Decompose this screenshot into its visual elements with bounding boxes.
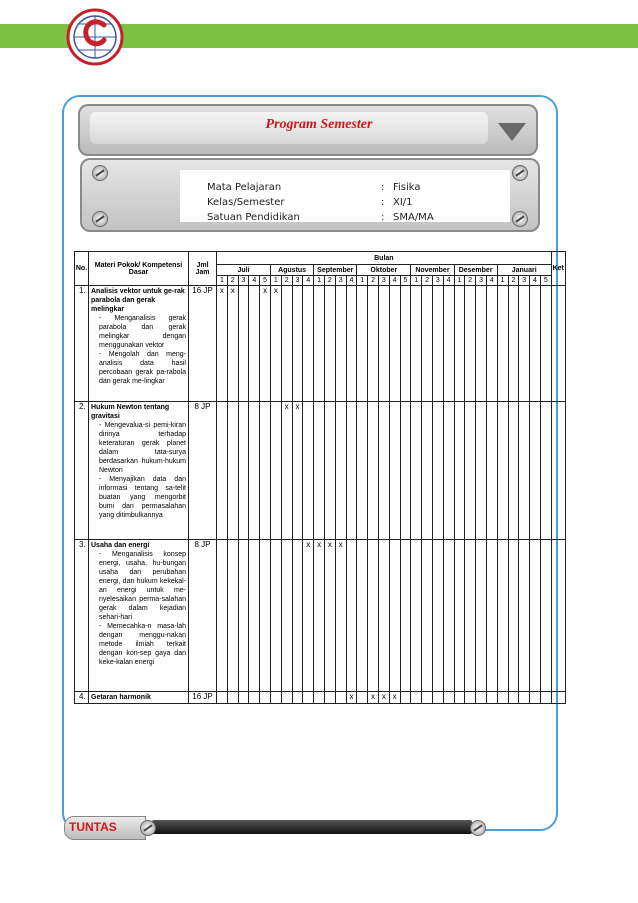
week-number: 1 bbox=[314, 276, 325, 286]
week-cell bbox=[292, 540, 303, 692]
week-number: 2 bbox=[508, 276, 519, 286]
row-materi bbox=[89, 402, 189, 540]
week-cell bbox=[400, 540, 411, 692]
week-cell bbox=[346, 540, 357, 692]
week-number: 4 bbox=[249, 276, 260, 286]
week-cell bbox=[422, 692, 433, 704]
week-cell bbox=[314, 402, 325, 540]
week-cell bbox=[303, 402, 314, 540]
week-cell bbox=[519, 692, 530, 704]
week-cell bbox=[530, 540, 541, 692]
info-label: Kelas/Semester bbox=[207, 197, 285, 208]
info-colon: : bbox=[381, 212, 385, 223]
week-number: 4 bbox=[486, 276, 497, 286]
week-cell bbox=[476, 402, 487, 540]
week-cell bbox=[389, 286, 400, 402]
week-cell bbox=[508, 402, 519, 540]
week-cell bbox=[303, 286, 314, 402]
week-cell bbox=[454, 402, 465, 540]
week-number: 1 bbox=[217, 276, 228, 286]
week-cell bbox=[486, 402, 497, 540]
row-jumlah-jam: 16 JP bbox=[189, 692, 217, 704]
week-number: 1 bbox=[454, 276, 465, 286]
month-header: November bbox=[411, 265, 454, 276]
week-cell bbox=[497, 286, 508, 402]
week-cell bbox=[497, 540, 508, 692]
week-cell bbox=[270, 402, 281, 540]
materi-title: Usaha dan energi bbox=[91, 542, 150, 549]
table-row bbox=[75, 540, 566, 692]
table-row bbox=[75, 286, 566, 402]
screw-icon bbox=[92, 211, 108, 227]
month-header: Desember bbox=[454, 265, 497, 276]
week-number: 1 bbox=[411, 276, 422, 286]
week-cell bbox=[357, 692, 368, 704]
row-ket bbox=[551, 692, 565, 704]
week-cell bbox=[432, 286, 443, 402]
header-bulan: Bulan bbox=[217, 252, 552, 265]
week-cell bbox=[238, 540, 249, 692]
week-cell bbox=[454, 540, 465, 692]
week-cell: x bbox=[378, 692, 389, 704]
week-cell bbox=[422, 286, 433, 402]
materi-title: Getaran harmonik bbox=[91, 694, 151, 701]
week-cell bbox=[270, 540, 281, 692]
week-cell bbox=[519, 402, 530, 540]
week-cell bbox=[465, 540, 476, 692]
week-cell bbox=[227, 402, 238, 540]
week-cell bbox=[314, 692, 325, 704]
week-number: 3 bbox=[238, 276, 249, 286]
month-header: Agustus bbox=[270, 265, 313, 276]
week-cell: x bbox=[368, 692, 379, 704]
screw-icon bbox=[512, 165, 528, 181]
week-cell bbox=[281, 540, 292, 692]
week-cell bbox=[249, 286, 260, 402]
week-cell bbox=[368, 286, 379, 402]
week-cell: x bbox=[292, 402, 303, 540]
week-cell bbox=[411, 402, 422, 540]
row-jumlah-jam: 8 JP bbox=[189, 402, 217, 540]
week-cell bbox=[292, 692, 303, 704]
header-materi: Materi Pokok/ Kompetensi Dasar bbox=[89, 252, 189, 286]
schedule-table bbox=[74, 251, 566, 704]
week-cell bbox=[270, 692, 281, 704]
week-cell bbox=[249, 540, 260, 692]
screw-icon bbox=[92, 165, 108, 181]
page-title: Program Semester bbox=[265, 117, 373, 132]
week-cell bbox=[454, 692, 465, 704]
week-cell bbox=[530, 402, 541, 540]
week-cell: x bbox=[303, 540, 314, 692]
week-cell bbox=[324, 402, 335, 540]
week-cell bbox=[400, 402, 411, 540]
week-number: 4 bbox=[530, 276, 541, 286]
week-cell bbox=[260, 540, 271, 692]
week-cell bbox=[238, 692, 249, 704]
week-number: 4 bbox=[443, 276, 454, 286]
row-materi bbox=[89, 540, 189, 692]
week-cell bbox=[530, 286, 541, 402]
week-number: 4 bbox=[303, 276, 314, 286]
week-cell bbox=[227, 540, 238, 692]
week-cell: x bbox=[389, 692, 400, 704]
week-cell bbox=[432, 540, 443, 692]
row-ket bbox=[551, 402, 565, 540]
week-cell bbox=[217, 402, 228, 540]
week-number: 4 bbox=[389, 276, 400, 286]
week-cell bbox=[519, 286, 530, 402]
row-ket bbox=[551, 286, 565, 402]
week-number: 3 bbox=[335, 276, 346, 286]
week-cell bbox=[335, 692, 346, 704]
week-number: 3 bbox=[378, 276, 389, 286]
week-cell bbox=[378, 402, 389, 540]
week-number: 2 bbox=[281, 276, 292, 286]
week-cell: x bbox=[346, 692, 357, 704]
week-cell bbox=[432, 402, 443, 540]
week-cell bbox=[260, 402, 271, 540]
week-cell bbox=[324, 692, 335, 704]
week-cell bbox=[260, 692, 271, 704]
info-mata-pelajaran bbox=[207, 182, 421, 193]
week-cell bbox=[540, 692, 551, 704]
materi-title: Hukum Newton tentang gravitasi bbox=[91, 404, 170, 420]
triangle-down-icon bbox=[498, 123, 526, 141]
month-header: September bbox=[314, 265, 357, 276]
week-number: 2 bbox=[422, 276, 433, 286]
week-cell bbox=[497, 692, 508, 704]
week-number: 2 bbox=[324, 276, 335, 286]
week-cell: x bbox=[217, 286, 228, 402]
week-number: 2 bbox=[227, 276, 238, 286]
week-number: 1 bbox=[497, 276, 508, 286]
header-ket: Ket bbox=[551, 252, 565, 286]
screw-icon bbox=[470, 820, 486, 836]
week-cell bbox=[411, 286, 422, 402]
screw-icon bbox=[512, 211, 528, 227]
week-cell bbox=[443, 286, 454, 402]
week-cell bbox=[508, 540, 519, 692]
week-cell bbox=[368, 540, 379, 692]
row-number: 2. bbox=[75, 402, 89, 540]
row-number: 1. bbox=[75, 286, 89, 402]
info-value: XI/1 bbox=[393, 197, 413, 208]
week-cell bbox=[357, 540, 368, 692]
week-number: 1 bbox=[357, 276, 368, 286]
week-cell bbox=[432, 692, 443, 704]
week-cell bbox=[357, 286, 368, 402]
info-kelas-semester bbox=[207, 197, 413, 208]
status-badge bbox=[64, 816, 146, 840]
week-cell bbox=[217, 540, 228, 692]
week-cell bbox=[400, 286, 411, 402]
info-label: Satuan Pendidikan bbox=[207, 212, 300, 223]
row-jumlah-jam: 16 JP bbox=[189, 286, 217, 402]
week-cell bbox=[238, 402, 249, 540]
row-number: 4. bbox=[75, 692, 89, 704]
week-cell bbox=[238, 286, 249, 402]
week-cell bbox=[324, 286, 335, 402]
week-cell bbox=[303, 692, 314, 704]
week-number: 3 bbox=[292, 276, 303, 286]
week-cell bbox=[476, 286, 487, 402]
materi-title: Analisis vektor untuk ge-rak parabola dan gerak melingkar bbox=[91, 288, 185, 313]
month-header: Januari bbox=[497, 265, 551, 276]
week-cell bbox=[314, 286, 325, 402]
week-number: 3 bbox=[519, 276, 530, 286]
week-cell: x bbox=[281, 402, 292, 540]
week-cell bbox=[335, 286, 346, 402]
week-cell bbox=[400, 692, 411, 704]
week-cell bbox=[497, 402, 508, 540]
week-cell bbox=[443, 692, 454, 704]
week-number: 4 bbox=[346, 276, 357, 286]
week-cell bbox=[249, 402, 260, 540]
week-cell bbox=[217, 692, 228, 704]
month-header: Juli bbox=[217, 265, 271, 276]
week-cell bbox=[292, 286, 303, 402]
week-cell bbox=[519, 540, 530, 692]
week-number: 5 bbox=[400, 276, 411, 286]
info-colon: : bbox=[381, 182, 385, 193]
row-jumlah-jam: 8 JP bbox=[189, 540, 217, 692]
table-row bbox=[75, 402, 566, 540]
week-cell: x bbox=[335, 540, 346, 692]
info-value: Fisika bbox=[393, 182, 421, 193]
info-label: Mata Pelajaran bbox=[207, 182, 282, 193]
week-number: 2 bbox=[465, 276, 476, 286]
week-cell bbox=[508, 692, 519, 704]
week-cell bbox=[465, 402, 476, 540]
info-value: SMA/MA bbox=[393, 212, 434, 223]
week-cell bbox=[476, 540, 487, 692]
week-cell bbox=[530, 692, 541, 704]
week-cell bbox=[454, 286, 465, 402]
week-cell bbox=[368, 402, 379, 540]
week-cell: x bbox=[324, 540, 335, 692]
week-cell bbox=[422, 402, 433, 540]
month-header: Oktober bbox=[357, 265, 411, 276]
week-cell bbox=[411, 540, 422, 692]
week-cell bbox=[465, 692, 476, 704]
week-cell bbox=[422, 540, 433, 692]
week-cell bbox=[411, 692, 422, 704]
week-cell bbox=[443, 402, 454, 540]
week-cell bbox=[540, 402, 551, 540]
week-cell bbox=[540, 286, 551, 402]
week-cell bbox=[476, 692, 487, 704]
week-cell bbox=[443, 540, 454, 692]
screw-icon bbox=[140, 820, 156, 836]
week-number: 1 bbox=[270, 276, 281, 286]
week-cell bbox=[335, 402, 346, 540]
materi-item: - Menganalisis konsep energi, usaha, hu-bungan usaha dan perubahan energi, dan hukum kekekal-an energi untuk me-nyelesaikan perma-salahan gerak dalam kejadian sehari-hari bbox=[99, 551, 186, 621]
info-panel bbox=[80, 158, 540, 232]
materi-item: - Menganalisis gerak parabola dan gerak melingkar dengan menggunakan vektor bbox=[99, 315, 186, 349]
week-number: 5 bbox=[540, 276, 551, 286]
week-number: 2 bbox=[368, 276, 379, 286]
week-cell bbox=[486, 692, 497, 704]
materi-item: - Menyajikan data dan informasi tentang sa-telit buatan yang mengorbit bumi dan permasalahan yang ditimbulkannya bbox=[99, 476, 186, 519]
header-jml-jam: Jml Jam bbox=[189, 252, 217, 286]
row-materi bbox=[89, 692, 189, 704]
week-cell bbox=[346, 286, 357, 402]
materi-item: - Mengevalua-si pemi-kiran dirinya terhadap keteraturan gerak planet dalam tata-surya berdasarkan hukum-hukum Newton bbox=[99, 422, 186, 474]
week-cell bbox=[389, 540, 400, 692]
week-cell bbox=[486, 540, 497, 692]
week-cell: x bbox=[314, 540, 325, 692]
week-cell bbox=[389, 402, 400, 540]
week-cell: x bbox=[260, 286, 271, 402]
info-colon: : bbox=[381, 197, 385, 208]
row-number: 3. bbox=[75, 540, 89, 692]
info-satuan-pendidikan bbox=[207, 212, 434, 223]
week-cell: x bbox=[270, 286, 281, 402]
week-cell bbox=[465, 286, 476, 402]
week-cell bbox=[486, 286, 497, 402]
header-no: No. bbox=[75, 252, 89, 286]
footer-progress-bar bbox=[152, 820, 472, 834]
week-cell bbox=[378, 540, 389, 692]
status-label: TUNTAS bbox=[69, 820, 117, 834]
row-materi bbox=[89, 286, 189, 402]
week-number: 3 bbox=[432, 276, 443, 286]
week-cell bbox=[281, 692, 292, 704]
week-cell bbox=[227, 692, 238, 704]
table-row bbox=[75, 692, 566, 704]
materi-item: - Memecahka-n masa-lah dengan menggu-nakan metode ilmiah terkait dengan kon-sep gaya dan keke-kalan energi bbox=[99, 623, 186, 666]
week-cell bbox=[378, 286, 389, 402]
week-cell: x bbox=[227, 286, 238, 402]
week-cell bbox=[508, 286, 519, 402]
materi-item: - Mengolah dan meng-analisis data hasil percobaan gerak pa-rabola dan gerak me-lingkar bbox=[99, 351, 186, 385]
week-cell bbox=[346, 402, 357, 540]
row-ket bbox=[551, 540, 565, 692]
week-cell bbox=[281, 286, 292, 402]
week-cell bbox=[249, 692, 260, 704]
week-number: 3 bbox=[476, 276, 487, 286]
week-number: 5 bbox=[260, 276, 271, 286]
week-cell bbox=[540, 540, 551, 692]
school-logo-icon bbox=[66, 8, 124, 66]
week-cell bbox=[357, 402, 368, 540]
